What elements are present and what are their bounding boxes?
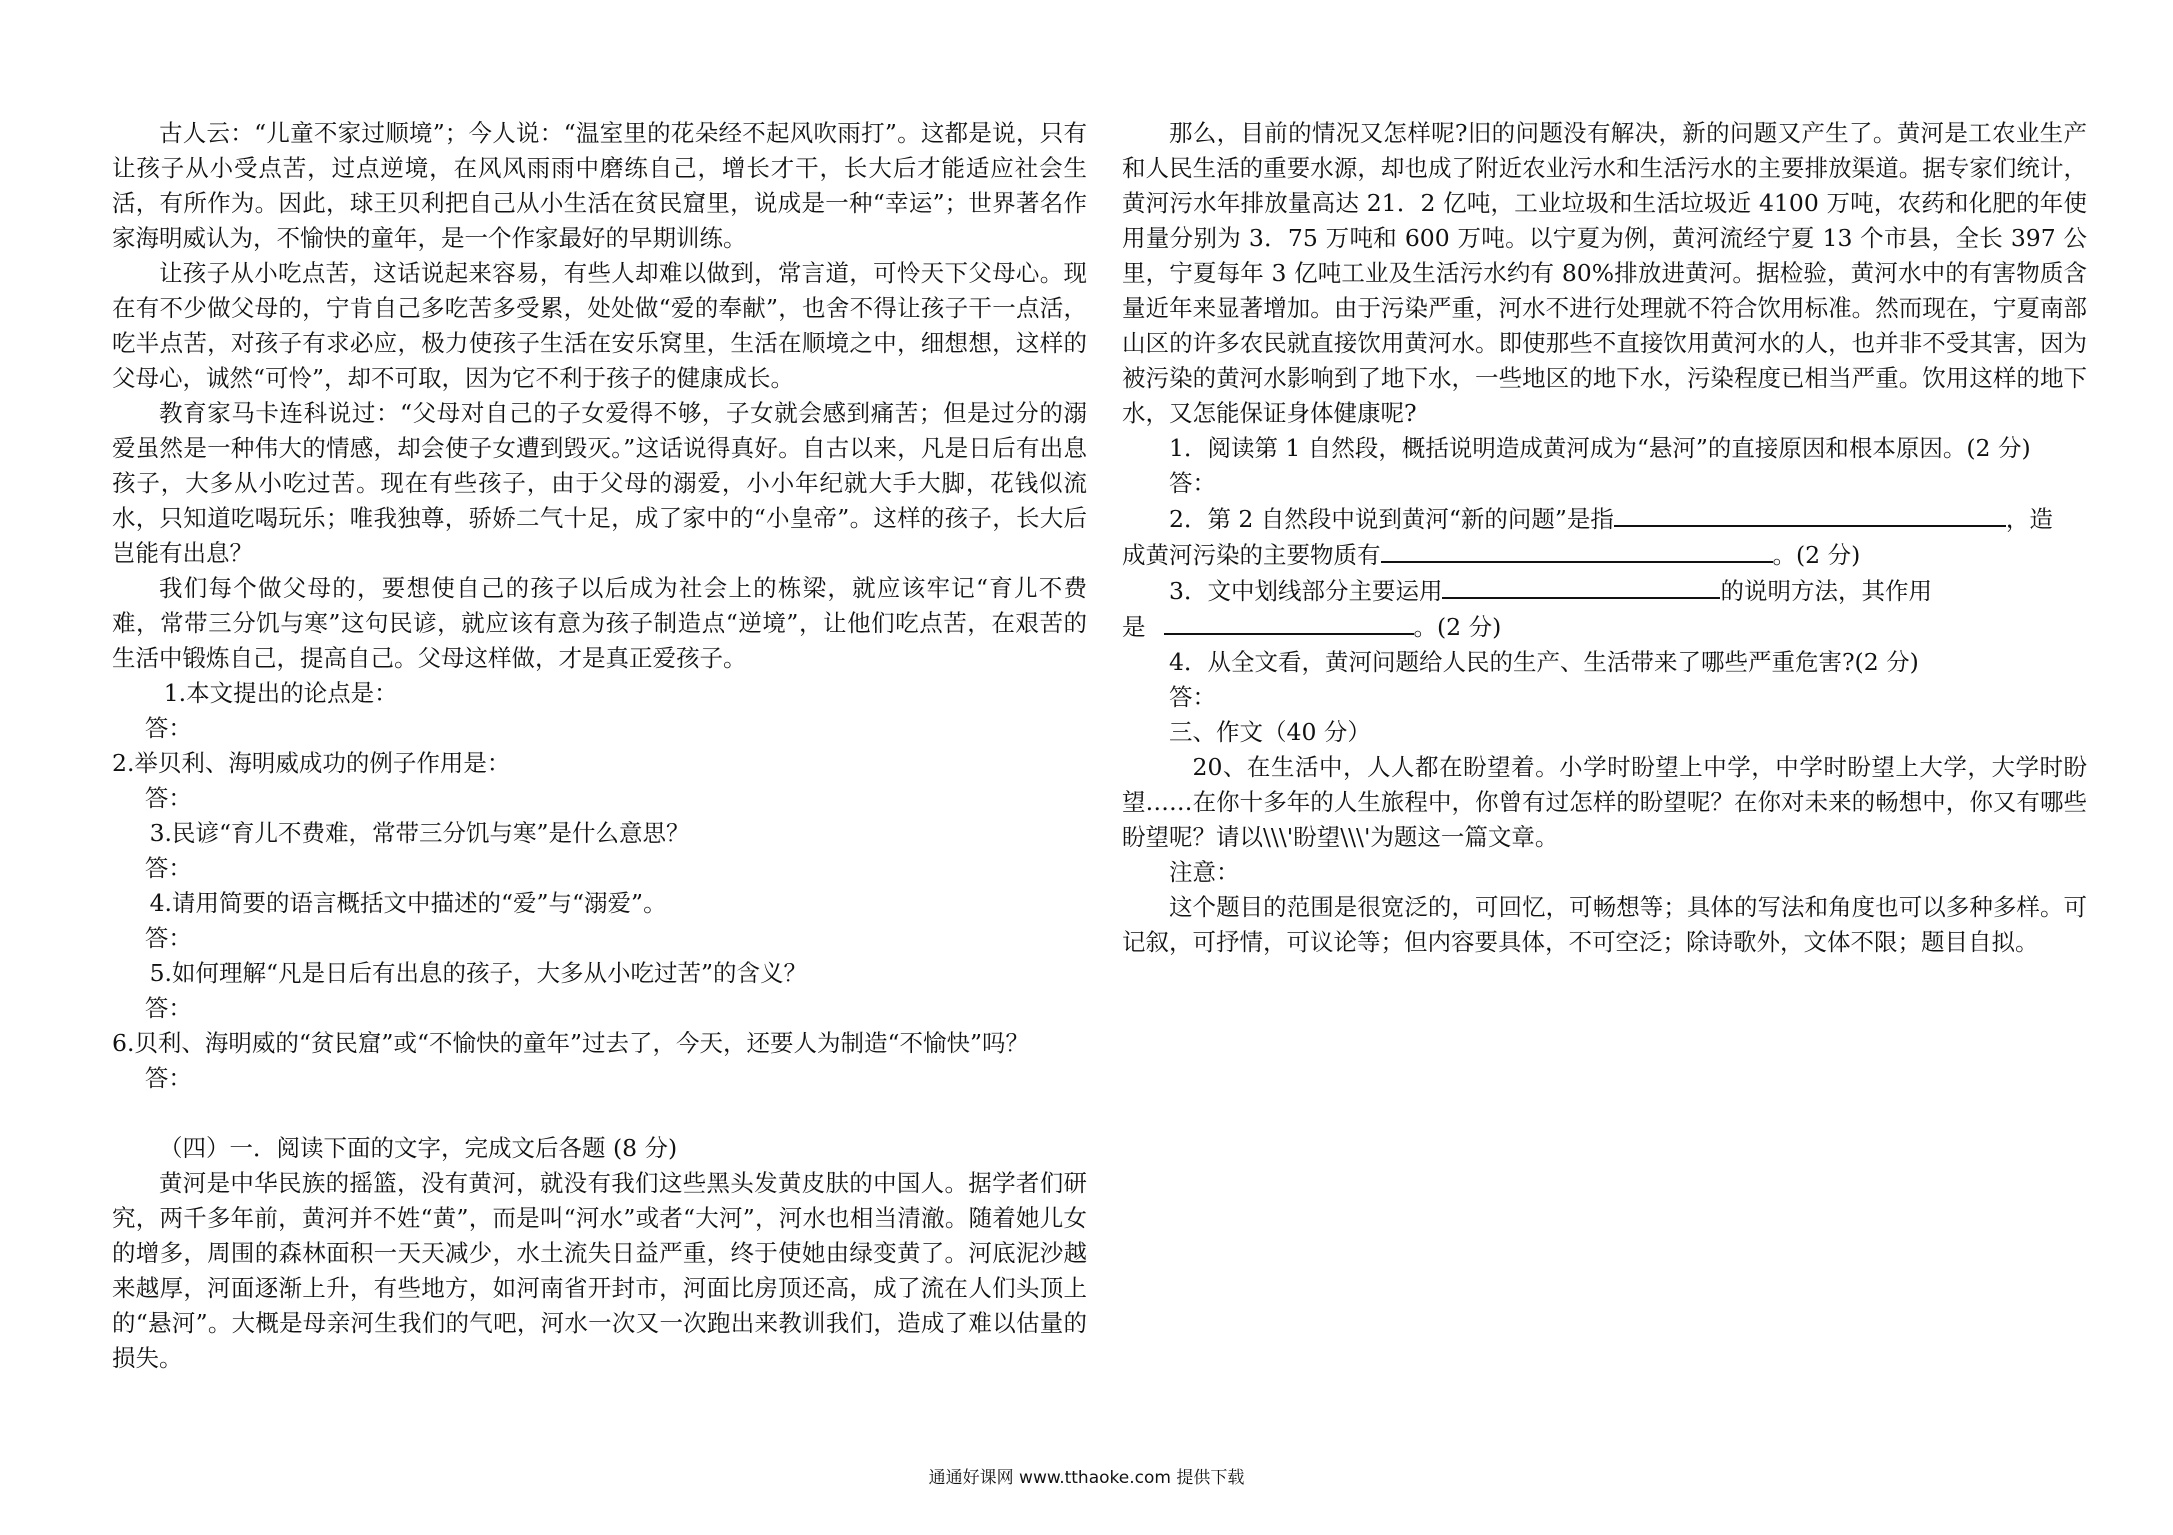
- passage-paragraph-2: 让孩子从小吃点苦，这话说起来容易，有些人却难以做到，常言道，可怜天下父母心。现在有不少做父母的，宁肯自己多吃苦多受累，处处做“爱的奉献”，也舍不得让孩子干一点活，吃半点苦，对孩子有求必应，极力使孩子生活在安乐窝里，生活在顺境之中，细想想，这样的父母心，诚然“可怜”，却不可取，因为它不利于孩子的健康成长。: [112, 259, 1087, 392]
- answer-blank[interactable]: [1381, 537, 1773, 563]
- section-3-title: 三、作文（40 分）: [1169, 718, 1371, 746]
- river-question-3: [1122, 573, 2087, 609]
- river-question-3-cont: [1122, 609, 2087, 645]
- river-question-2-cont: [1122, 537, 2087, 573]
- answer-1: 答：: [144, 714, 192, 742]
- question-2: 2.举贝利、海明威成功的例子作用是：: [112, 749, 511, 777]
- question-4: 4.请用简要的语言概括文中描述的“爱”与“溺爱”。: [149, 889, 667, 917]
- passage-paragraph-3: 教育家马卡连科说过：“父母对自己的子女爱得不够，子女就会感到痛苦；但是过分的溺爱虽然是一种伟大的情感，却会使子女遭到毁灭。”这话说得真好。自古以来，凡是日后有出息孩子，大多从小吃过苦。现在有些孩子，由于父母的溺爱，小小年纪就大手大脚，花钱似流水，只知道吃喝玩乐；唯我独尊，骄娇二气十足，成了家中的“小皇帝”。这样的孩子，长大后岂能有出息？: [112, 399, 1087, 567]
- answer-2: 答：: [144, 784, 192, 812]
- answer-blank[interactable]: [1442, 573, 1720, 599]
- answer-5: 答：: [144, 994, 192, 1022]
- river-question-3-text-b: 的说明方法，其作用: [1720, 577, 1932, 605]
- passage-paragraph-4: 我们每个做父母的，要想使自己的孩子以后成为社会上的栋梁，就应该牢记“育儿不费难，常带三分饥与寒”这句民谚，就应该有意为孩子制造点“逆境”，让他们吃点苦，在艰苦的生活中锻炼自己，提高自己。父母这样做，才是真正爱孩子。: [112, 574, 1087, 672]
- note-text: 这个题目的范围是很宽泛的，可回忆，可畅想等；具体的写法和角度也可以多种多样。可记叙，可抒情，可议论等；但内容要具体，不可空泛；除诗歌外，文体不限；题目自拟。: [1122, 893, 2087, 956]
- question-1: 1.本文提出的论点是：: [163, 679, 398, 707]
- passage-paragraph-1: 古人云：“儿童不家过顺境”；今人说：“温室里的花朵经不起风吹雨打”。这都是说，只有让孩子从小受点苦，过点逆境，在风风雨雨中磨练自己，增长才干，长大后才能适应社会生活，有所作为。因此，球王贝利把自己从小生活在贫民窟里，说成是一种“幸运”；世界著名作家海明威认为，不愉快的童年，是一个作家最好的早期训练。: [112, 119, 1087, 252]
- left-column: [112, 116, 1087, 1376]
- answer-3: 答：: [144, 854, 192, 882]
- river-question-3-text-d: 。(2 分): [1413, 613, 1502, 641]
- river-question-4: 4．从全文看，黄河问题给人民的生产、生活带来了哪些严重危害?(2 分): [1169, 648, 1919, 676]
- river-answer-1: 答：: [1169, 469, 1216, 497]
- question-3: 3.民谚“育儿不费难，常带三分饥与寒”是什么意思？: [149, 819, 690, 847]
- river-question-3-text-a: 3．文中划线部分主要运用: [1169, 577, 1443, 605]
- river-question-2-text-a: 2．第 2 自然段中说到黄河“新的问题”是指: [1169, 505, 1614, 533]
- river-question-2-text-b: ，造: [2005, 505, 2053, 533]
- section-4-title: （四）一．阅读下面的文字，完成文后各题 (8 分): [159, 1134, 678, 1162]
- answer-blank[interactable]: [1164, 609, 1414, 635]
- river-question-2-text-d: 。(2 分): [1772, 541, 1861, 569]
- yellow-river-paragraph-1: 黄河是中华民族的摇篮，没有黄河，就没有我们这些黑头发黄皮肤的中国人。据学者们研究，两千多年前，黄河并不姓“黄”，而是叫“河水”或者“大河”，河水也相当清澈。随着她儿女的增多，周围的森林面积一天天减少，水土流失日益严重，终于使她由绿变黄了。河底泥沙越来越厚，河面逐渐上升，有些地方，如河南省开封市，河面比房顶还高，成了流在人们头顶上的“悬河”。大概是母亲河生我们的气吧，河水一次又一次跑出来教训我们，造成了难以估量的损失。: [112, 1169, 1087, 1372]
- river-answer-4: 答：: [1169, 683, 1216, 711]
- yellow-river-paragraph-2: 那么，目前的情况又怎样呢?旧的问题没有解决，新的问题又产生了。黄河是工农业生产和人民生活的重要水源，却也成了附近农业污水和生活污水的主要排放渠道。据专家们统计，黄河污水年排放量高达 21．2 亿吨，工业垃圾和生活垃圾近 4100 万吨，农药和化肥的年使用量分别为 3．75 万吨和 600 万吨。以宁夏为例，黄河流经宁夏 13 个市县，全长 397 公里，宁夏每年 3 亿吨工业及生活污水约有 80%排放进黄河。据检验，黄河水中的有害物质含量近年来显著增加。由于污染严重，河水不进行处理就不符合饮用标准。然而现在，宁夏南部山区的许多农民就直接饮用黄河水。即使那些不直接饮用黄河水的人，也并非不受其害，因为被污染的黄河水影响到了地下水，一些地区的地下水，污染程度已相当严重。饮用这样的地下水，又怎能保证身体健康呢?: [1122, 119, 2087, 427]
- question-6: 6.贝利、海明威的“贫民窟”或“不愉快的童年”过去了，今天，还要人为制造“不愉快”吗？: [112, 1029, 1030, 1057]
- note-label: 注意：: [1169, 858, 1240, 886]
- answer-6: 答：: [144, 1064, 192, 1092]
- answer-blank[interactable]: [1614, 501, 2006, 527]
- question-5: 5.如何理解“凡是日后有出息的孩子，大多从小吃过苦”的含义？: [149, 959, 808, 987]
- footer-source: 通通好课网 www.tthaoke.com 提供下载: [928, 1468, 1245, 1488]
- answer-4: 答：: [144, 924, 192, 952]
- essay-prompt: 20、在生活中，人人都在盼望着。小学时盼望上中学，中学时盼望上大学，大学时盼望……在你十多年的人生旅程中，你曾有过怎样的盼望呢？在你对未来的畅想中，你又有哪些盼望呢？请以\\\'盼望\\\'为题这一篇文章。: [1122, 753, 2087, 851]
- river-question-2-text-c: 成黄河污染的主要物质有: [1122, 541, 1381, 569]
- right-column: [1122, 116, 2087, 960]
- spacer: [112, 1096, 1087, 1131]
- river-question-2: [1122, 501, 2087, 537]
- river-question-3-text-c: 是: [1122, 613, 1146, 641]
- river-question-1: 1．阅读第 1 自然段，概括说明造成黄河成为“悬河”的直接原因和根本原因。(2 分): [1169, 434, 2031, 462]
